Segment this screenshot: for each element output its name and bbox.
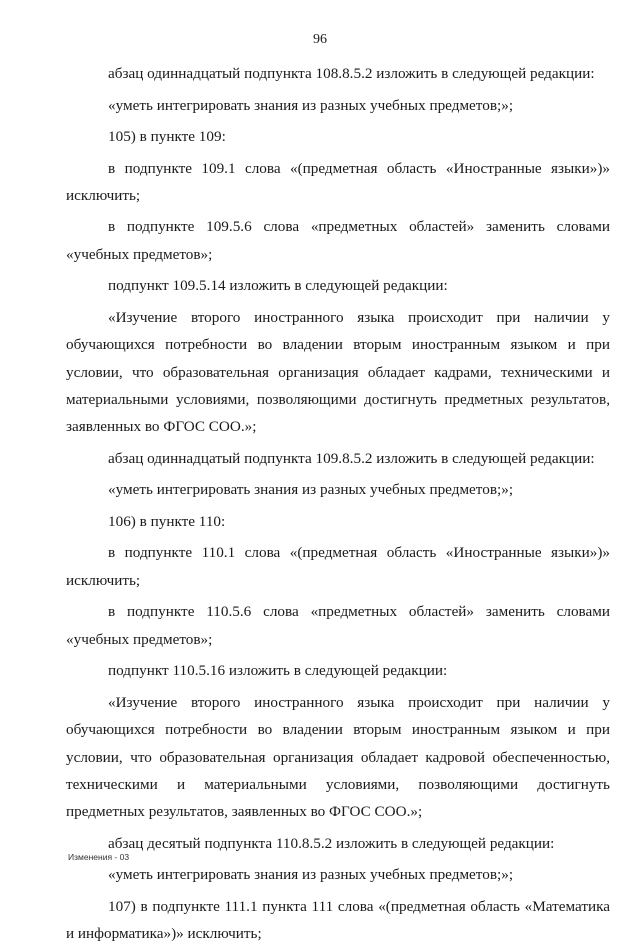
paragraph-7: «Изучение второго иностранного языка происходит при наличии у обучающихся потребности во владении вторым иностранным языком и при условии, что образовательная организация обладает кадрами, техническими и материальными условиями, позволяющими достигнуть предметных результатов, заявленных во ФГОС СОО.»; — [66, 308, 610, 436]
paragraph-17: 107) в подпункте 111.1 пункта 111 слова «(предметная область «Математика и информатика»)» исключить; — [66, 897, 610, 943]
paragraph-16: «уметь интегрировать знания из разных учебных предметов;»; — [108, 866, 514, 884]
paragraph-6: подпункт 109.5.14 изложить в следующей редакции: — [108, 277, 448, 295]
paragraph-3: 105) в пункте 109: — [108, 128, 226, 145]
footer-label: Изменения - 03 — [68, 852, 130, 862]
paragraph-9: «уметь интегрировать знания из разных учебных предметов;»; — [108, 481, 514, 499]
paragraph-8: абзац одиннадцатый подпункта 109.8.5.2 изложить в следующей редакции: — [108, 449, 595, 467]
paragraph-4: в подпункте 109.1 слова «(предметная область «Иностранные языки»)» исключить; — [66, 159, 610, 204]
paragraph-13: подпункт 110.5.16 изложить в следующей редакции: — [108, 662, 448, 680]
document-body — [66, 60, 610, 948]
paragraph-15: абзац десятый подпункта 110.8.5.2 изложить в следующей редакции: — [108, 834, 555, 852]
paragraph-1: абзац одиннадцатый подпункта 108.8.5.2 изложить в следующей редакции: — [108, 65, 595, 82]
paragraph-10: 106) в пункте 110: — [108, 512, 226, 530]
paragraph-5: в подпункте 109.5.6 слова «предметных областей» заменить словами «учебных предметов»; — [66, 218, 610, 263]
paragraph-2: «уметь интегрировать знания из разных учебных предметов;»; — [108, 96, 514, 114]
page-number: 96 — [313, 32, 327, 47]
paragraph-11: в подпункте 110.1 слова «(предметная область «Иностранные языки»)» исключить; — [66, 544, 610, 589]
paragraph-12: в подпункте 110.5.6 слова «предметных областей» заменить словами «учебных предметов»; — [66, 603, 610, 648]
paragraph-14: «Изучение второго иностранного языка происходит при наличии у обучающихся потребности во владении вторым иностранным языком и при условии, что образовательная организация обладает кадровой обеспеченностью, техническими и материальными условиями, позволяющими достигнуть предметных результатов, заявленных во ФГОС СОО.»; — [66, 693, 610, 821]
